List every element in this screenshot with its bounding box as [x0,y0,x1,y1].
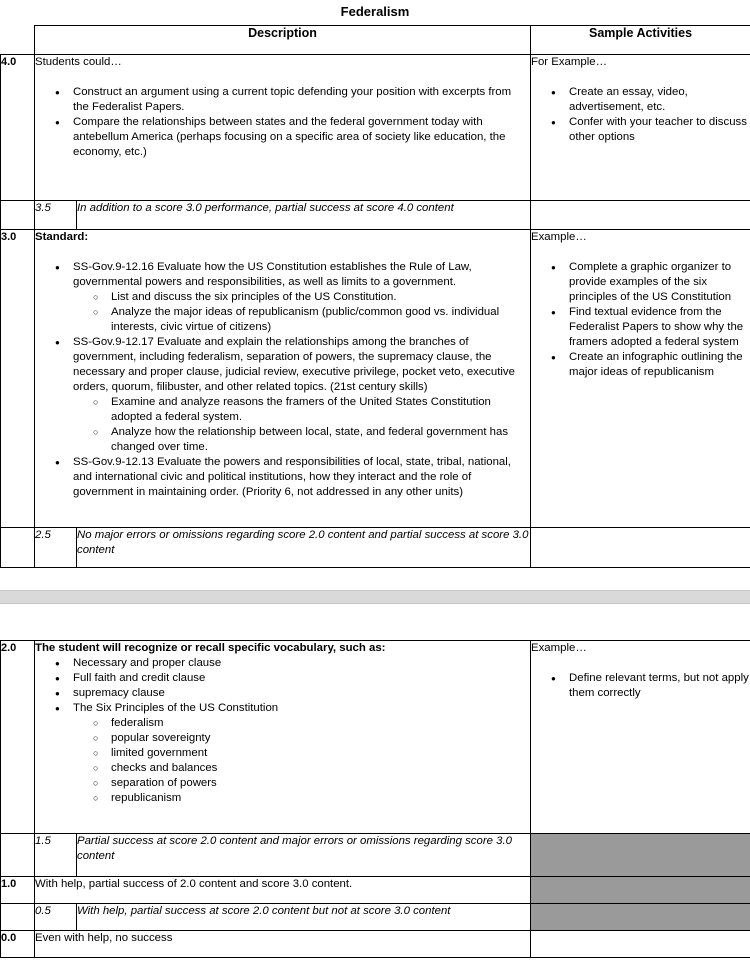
score-3-0: 3.0 [1,230,35,528]
row-2-0 [1,641,750,834]
list-item: ● Define relevant terms, but not apply them correctly [551,671,750,701]
activities-3-5 [531,201,750,230]
row-3-0 [1,230,750,528]
activities-intro-4-0: For Example… [531,56,607,68]
activities-list-3-0 [531,260,750,380]
score-3-5: 3.5 [35,201,77,230]
header-row [1,26,750,55]
standard-item [55,335,530,455]
list-item: ● Find textual evidence from the Federalist Papers to show why the framers adopted a federal system [551,305,750,350]
activities-2-5 [531,528,750,568]
rubric-table-bottom [0,640,750,958]
score-2-0: 2.0 [1,641,35,834]
rubric-table-top [0,25,750,568]
header-description: Description [35,26,531,55]
score-cell-blank [1,201,35,230]
row-1-5 [1,834,750,877]
intro-4-0: Students could… [35,56,122,68]
list-item: ● Compare the relationships between states and the federal government today with antebellum America (perhaps focusing on a specific area of society like education, the economy, etc.) [55,115,530,160]
sub-item: ○ List and discuss the six principles of the US Constitution. [93,290,530,305]
score-cell-blank [1,834,35,877]
principle-item: ○ separation of powers [93,776,530,791]
sub-list [73,395,530,455]
description-1-0: With help, partial success of 2.0 content and score 3.0 content. [35,877,531,904]
activities-intro-2-0: Example… [531,642,587,654]
activities-0-0 [531,931,750,958]
description-0-5: With help, partial success at score 2.0 content but not at score 3.0 content [77,904,531,931]
activities-intro-3-0: Example… [531,231,587,243]
intro-2-0: The student will recognize or recall specific vocabulary, such as: [35,642,386,654]
gray-cell [531,877,750,904]
principle-item: ○ popular sovereignty [93,731,530,746]
intro-3-0: Standard: [35,231,89,243]
score-0-5: 0.5 [35,904,77,931]
list-item: ● Create an infographic outlining the major ideas of republicanism [551,350,750,380]
gray-cell [531,904,750,931]
sub-list [73,290,530,335]
principles-list [73,716,530,806]
activities-list-2-0 [531,671,750,701]
sub-item: ○ Analyze the major ideas of republicanism (public/common good vs. individual interests, civic virtue of citizens) [93,305,530,335]
description-4-0 [35,55,531,201]
list-item: ● Create an essay, video, advertisement, etc. [551,85,750,115]
vocab-item [55,701,530,806]
description-3-0 [35,230,531,528]
sub-item: ○ Examine and analyze reasons the framers of the United States Constitution adopted a federal system. [93,395,530,425]
standard-text: SS-Gov.9-12.13 Evaluate the powers and responsibilities of local, state, tribal, national, and international civic and political institutions, how they interact and the role of government in maintaining order. (Priority 6, not addressed in any other units) [73,456,511,498]
standards-list [35,260,530,500]
score-1-5: 1.5 [35,834,77,877]
standard-item [55,455,530,500]
description-2-5: No major errors or omissions regarding score 2.0 content and partial success at score 3.0 content [77,528,531,568]
vocab-item: ● Necessary and proper clause [55,656,530,671]
description-1-5: Partial success at score 2.0 content and major errors or omissions regarding score 3.0 content [77,834,531,877]
sub-item: ○ Analyze how the relationship between local, state, and federal government has changed over time. [93,425,530,455]
score-2-5: 2.5 [35,528,77,568]
score-1-0: 1.0 [1,877,35,904]
activities-4-0 [531,55,750,201]
standard-text: SS-Gov.9-12.17 Evaluate and explain the relationships among the branches of government, including federalism, separation of powers, the supremacy clause, the necessary and proper clause, judicial review, executive privilege, pocket veto, executive orders, quorum, filibuster, and other related topics. (21st century skills) [73,336,515,393]
row-2-5 [1,528,750,568]
vocab-item: ● Full faith and credit clause [55,671,530,686]
vocab-text: The Six Principles of the US Constitution [73,702,279,714]
activities-2-0 [531,641,750,834]
list-item: ● Construct an argument using a current topic defending your position with excerpts from the Federalist Papers. [55,85,530,115]
header-blank [1,26,35,55]
page-title: Federalism [340,4,410,19]
page-break-divider [0,590,750,604]
list-item: ● Complete a graphic organizer to provide examples of the six principles of the US Constitution [551,260,750,305]
score-0-0: 0.0 [1,931,35,958]
row-3-5 [1,201,750,230]
row-0-0 [1,931,750,958]
activities-3-0 [531,230,750,528]
header-activities: Sample Activities [531,26,750,55]
description-0-0: Even with help, no success [35,931,531,958]
score-cell-blank [1,528,35,568]
vocab-item: ● supremacy clause [55,686,530,701]
list-item: ● Confer with your teacher to discuss other options [551,115,750,145]
principle-item: ○ federalism [93,716,530,731]
gray-cell [531,834,750,877]
row-0-5 [1,904,750,931]
vocab-list [35,656,530,806]
standard-item [55,260,530,335]
bullets-4-0 [35,85,530,160]
row-4-0 [1,55,750,201]
principle-item: ○ checks and balances [93,761,530,776]
description-3-5: In addition to a score 3.0 performance, partial success at score 4.0 content [77,201,531,230]
principle-item: ○ limited government [93,746,530,761]
principle-item: ○ republicanism [93,791,530,806]
row-1-0 [1,877,750,904]
score-cell-blank [1,904,35,931]
activities-list-4-0 [531,85,750,145]
score-4-0: 4.0 [1,55,35,201]
standard-text: SS-Gov.9-12.16 Evaluate how the US Constitution establishes the Rule of Law, governmental powers and responsibilities, as well as limits to a government. [73,261,472,288]
description-2-0 [35,641,531,834]
